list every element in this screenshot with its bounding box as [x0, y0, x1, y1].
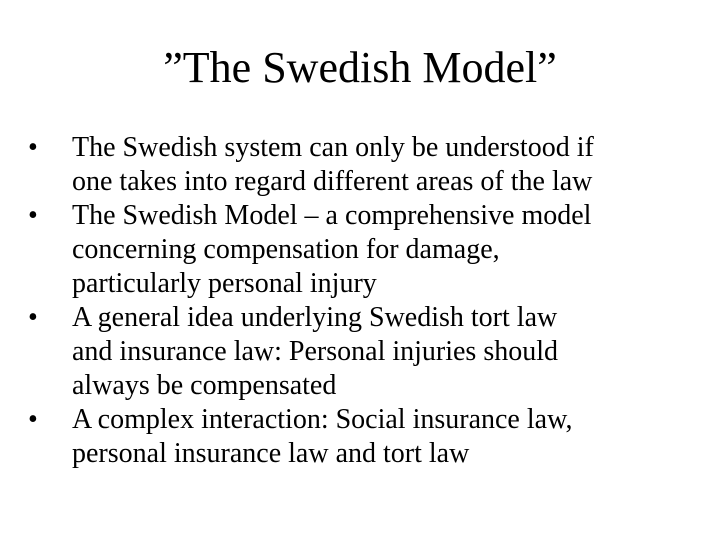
bullet-text: The Swedish Model – a comprehensive model concerning compensation for damage, particularly personal injury [72, 200, 592, 299]
bullet-item [28, 131, 708, 199]
bullet-item [28, 403, 708, 471]
bullet-icon: • [28, 200, 38, 231]
bullet-text: A complex interaction: Social insurance law, personal insurance law and tort law [72, 404, 573, 469]
bullet-item [28, 199, 708, 301]
bullet-text: A general idea underlying Swedish tort law and insurance law: Personal injuries should always be compensated [72, 302, 559, 401]
bullet-icon: • [28, 404, 38, 435]
bullet-text: The Swedish system can only be understood if one takes into regard different areas of the law [72, 132, 594, 197]
slide-title: ”The Swedish Model” [163, 43, 557, 92]
bullet-icon: • [28, 132, 38, 163]
bullet-item [28, 301, 708, 403]
bullet-list [28, 131, 708, 471]
bullet-icon: • [28, 302, 38, 333]
